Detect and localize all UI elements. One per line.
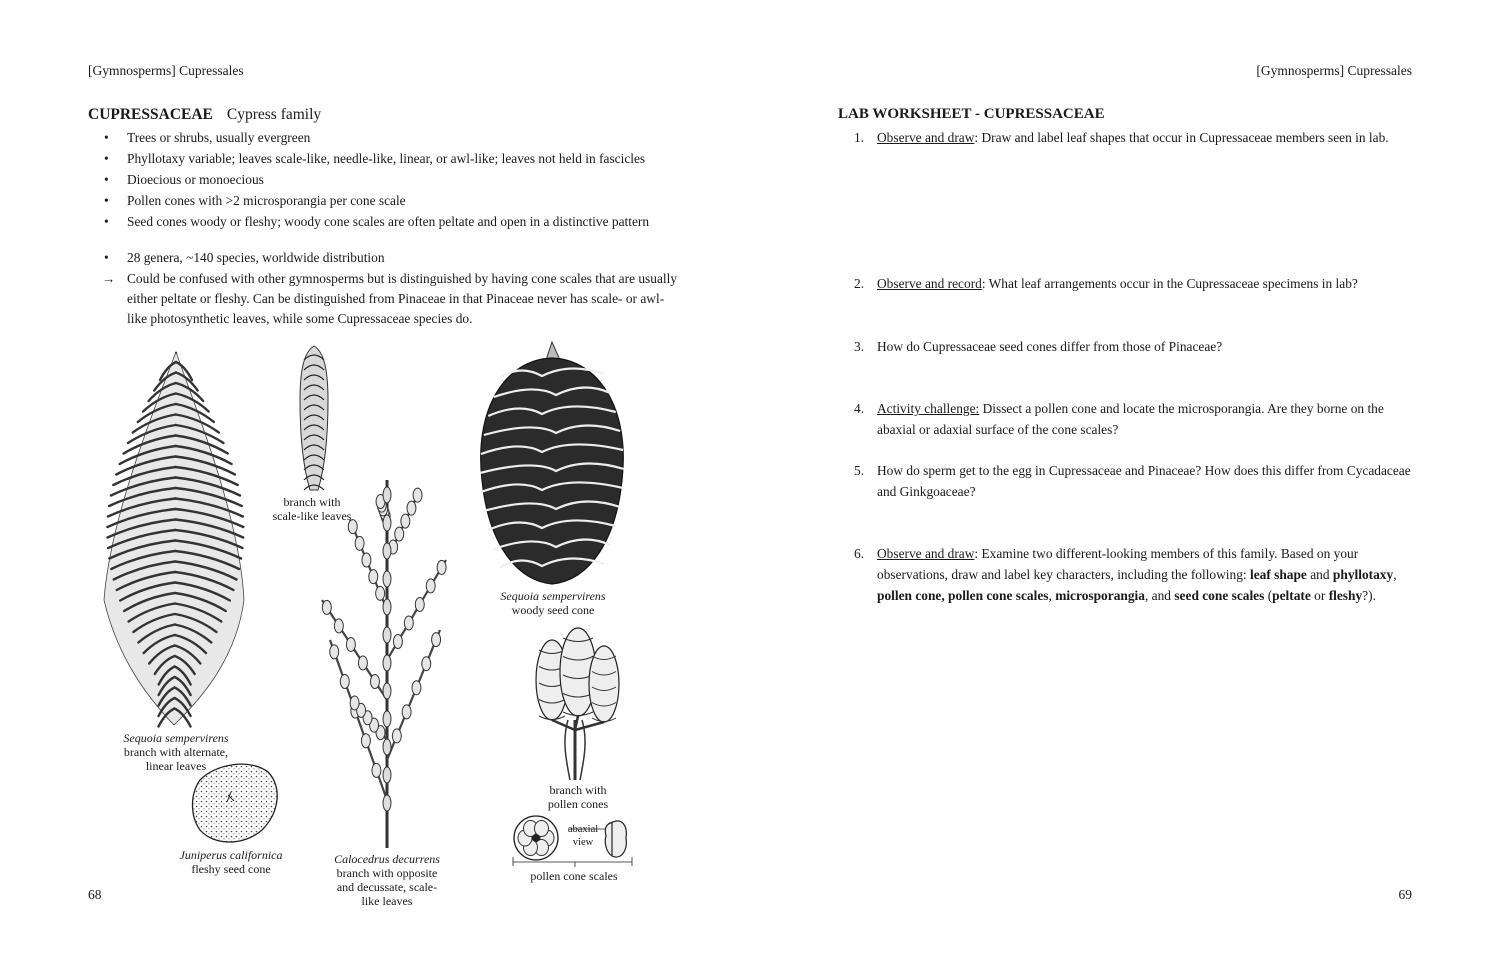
leaf-segment-mark (383, 571, 391, 587)
leaf-segment-mark (395, 527, 404, 541)
page-number-right: 69 (1398, 887, 1412, 902)
arrow-icon: → (102, 271, 116, 286)
leaf-segment-mark (383, 515, 391, 531)
caption-sequoia-branch: Sequoia sempervirens branch with alternate, linear leaves (123, 731, 229, 773)
leaf-segment-mark (383, 655, 391, 671)
question-1: 1. Observe and draw: Draw and label leaf shapes that occur in Cupressaceae members seen in lab. (854, 130, 1389, 145)
list-item: • Trees or shrubs, usually evergreen (100, 128, 680, 148)
caption-scale-branch: branch with scale-like leaves (272, 495, 352, 523)
question-4: 4. Activity challenge: Dissect a pollen cone and locate the microsporangia. Are they borne on the abaxial or adaxial surface of the cone scales? (854, 401, 1384, 437)
leaf-segment-mark (383, 487, 391, 503)
list-item: • Dioecious or monoecious (100, 170, 680, 190)
leaf-segment-mark (376, 586, 385, 600)
question-6: 6. Observe and draw: Examine two different-looking members of this family. Based on your observations, draw and label key characters, including the following: leaf shape and phyllotaxy, pollen cone, pollen cone scales, microsporangia, and seed cone scales (peltate or fleshy?). (854, 546, 1397, 603)
leaf-segment-mark (404, 616, 413, 630)
running-head-right: [Gymnosperms] Cupressales (1256, 63, 1412, 78)
leaf-segment-mark (407, 501, 416, 515)
stalk-mark (575, 722, 604, 730)
leaf-segment-mark (392, 729, 401, 743)
running-head-left: [Gymnosperms] Cupressales (88, 63, 244, 78)
pollen-cone-mark (589, 646, 619, 722)
page-number-left: 68 (88, 887, 102, 902)
bullet-icon: • (104, 214, 109, 229)
leaf-segment-mark (402, 705, 411, 719)
family-name: CUPRESSACEAE (88, 106, 213, 123)
right-page (750, 0, 1500, 970)
list-item-comparison: → Could be confused with other gymnosperms but is distinguished by having cone scales that are usually either peltate or fleshy. Can be distinguished from Pinaceae in that Pinaceae never has scale- or awl-like photosynthetic leaves, while some Cupressaceae species do. (102, 271, 678, 326)
list-item: • Pollen cones with >2 microsporangia per cone scale (100, 191, 680, 211)
pollen-cone-branch-illustration (536, 628, 619, 780)
leaf-segment-mark (369, 570, 378, 584)
list-item: • Seed cones woody or fleshy; woody cone scales are often peltate and open in a distinctive pattern (100, 212, 680, 232)
bullet-icon: • (104, 130, 109, 145)
leaf-segment-mark (358, 656, 367, 670)
leaf-segment-mark (412, 681, 421, 695)
leaf-segment-mark (383, 795, 391, 811)
caption-sequoia-cone: Sequoia sempervirens woody seed cone (500, 589, 606, 617)
leaf-segment-mark (426, 579, 435, 593)
stalk-mark (552, 720, 575, 730)
stalk-mark (575, 716, 578, 730)
question-5: 5. How do sperm get to the egg in Cupressaceae and Pinaceae? How does this differ from Cycadaceae and Ginkgoaceae? (854, 463, 1411, 499)
leaf-segment-mark (383, 711, 391, 727)
leaf-segment-mark (370, 674, 379, 688)
bullet-icon: • (104, 151, 109, 166)
question-2: 2. Observe and record: What leaf arrangements occur in the Cupressaceae specimens in lab? (854, 276, 1358, 291)
juniperus-seed-cone-illustration (193, 764, 278, 842)
leaf-segment-mark (393, 634, 402, 648)
sequoia-seed-cone-illustration (480, 342, 624, 584)
caption-juniperus: Juniperus californica fleshy seed cone (179, 848, 283, 876)
leaf-segment-mark (437, 560, 446, 574)
leaf-segment-mark (383, 599, 391, 615)
leaf-segment-mark (383, 767, 391, 783)
leaf-segment-mark (346, 637, 355, 651)
calocedrus-branch-illustration (322, 480, 446, 848)
bullet-icon: • (104, 250, 109, 265)
leaf-segment-mark (362, 553, 371, 567)
leaf-segment-mark (422, 657, 431, 671)
caption-abaxial-view: abaxial view (567, 824, 599, 848)
list-item: • 28 genera, ~140 species, worldwide distribution (100, 248, 680, 268)
leaf-segment-mark (361, 734, 370, 748)
leaf-segment-mark (340, 674, 349, 688)
caption-pollen-branch: branch with pollen cones (547, 783, 609, 811)
leaf-segment-mark (322, 600, 331, 614)
leaf-segment-mark (350, 696, 359, 710)
leaf-segment-mark (432, 633, 441, 647)
leaf-segment-mark (330, 645, 339, 659)
leaf-segment-mark (383, 543, 391, 559)
leaf-segment-mark (383, 627, 391, 643)
sequoia-branch-illustration (104, 352, 244, 727)
caption-pollen-scales: pollen cone scales (530, 869, 618, 883)
leaf-segment-mark (383, 739, 391, 755)
leaf-segment-mark (383, 683, 391, 699)
family-common-name: Cypress family (226, 106, 322, 123)
bullet-icon: • (104, 193, 109, 208)
leaf-segment-mark (372, 763, 381, 777)
caption-calocedrus: Calocedrus decurrens branch with opposite and decussate, scale- like leaves (334, 852, 440, 908)
leaf-segment-mark (413, 488, 422, 502)
leaf-segment-mark (415, 597, 424, 611)
scale-leaf-branch-illustration (300, 346, 328, 490)
leaf-segment-mark (355, 536, 364, 550)
list-item: • Phyllotaxy variable; leaves scale-like, needle-like, linear, or awl-like; leaves not held in fascicles (100, 149, 680, 169)
leaf-segment-mark (401, 514, 410, 528)
leaf-segment-mark (334, 619, 343, 633)
question-3: 3. How do Cupressaceae seed cones differ from those of Pinaceae? (854, 339, 1223, 354)
worksheet-title: LAB WORKSHEET - CUPRESSACEAE (838, 106, 1105, 122)
bullet-icon: • (104, 172, 109, 187)
